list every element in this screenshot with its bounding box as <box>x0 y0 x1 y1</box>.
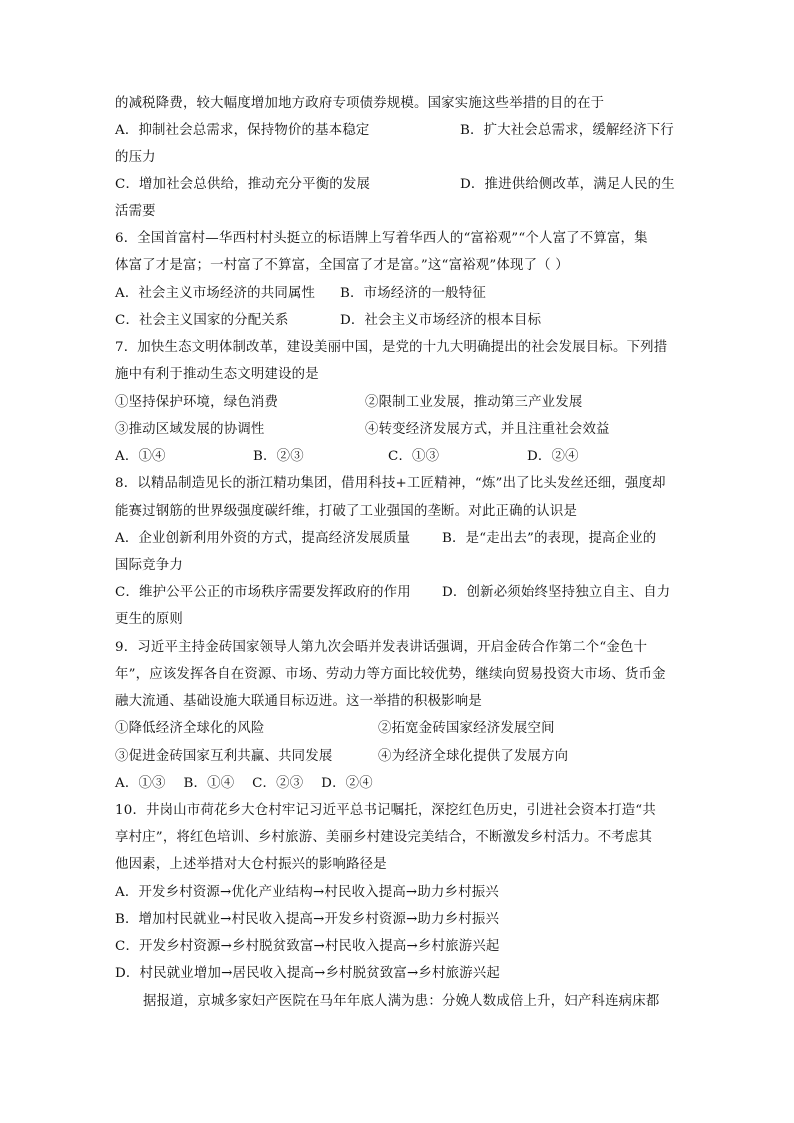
q9-stem-line3: 融大流通、基础设施大联通目标迈进。这一举措的积极影响是 <box>115 694 482 709</box>
q10-option-d: D．村民就业增加→居民收入提高→乡村脱贫致富→乡村旅游兴起 <box>115 966 500 981</box>
q6-option-b: B．市场经济的一般特征 <box>340 286 486 301</box>
q7-stem-line2: 施中有利于推动生态文明建设的是 <box>115 367 319 382</box>
q9-options: A．①③ B．①④ C．②③ D．②④ <box>115 776 373 791</box>
q6-option-d: D．社会主义市场经济的根本目标 <box>340 313 542 328</box>
q7-item-4: ④转变经济发展方式，并且注重社会效益 <box>365 422 610 437</box>
q7-option-b: B．②③ <box>253 449 304 464</box>
q5-option-b-cont: 的压力 <box>115 150 156 165</box>
q9-item-1: ①降低经济全球化的风险 <box>115 721 265 736</box>
q9-item-4: ④为经济全球化提供了发展方向 <box>378 749 569 764</box>
q8-option-b: B．是“走出去”的表现，提高企业的 <box>442 531 657 546</box>
q6-option-c: C．社会主义国家的分配关系 <box>115 313 289 328</box>
q5-option-b: B．扩大社会总需求，缓解经济下行 <box>460 123 674 138</box>
q8-option-d: D．创新必须始终坚持独立自主、自力 <box>442 585 671 600</box>
q7-item-2: ②限制工业发展，推动第三产业发展 <box>365 395 583 410</box>
q7-item-3: ③推动区域发展的协调性 <box>115 422 265 437</box>
q5-option-a: A．抑制社会总需求，保持物价的基本稳定 <box>115 123 370 138</box>
q8-option-b-cont: 国际竞争力 <box>115 558 183 573</box>
q10-stem-line3: 他因素，上述举措对大仓村振兴的影响路径是 <box>115 857 387 872</box>
q9-stem-line2: 年”，应该发挥各自在资源、市场、劳动力等方面比较优势，继续向贸易投资大市场、货币金 <box>115 667 666 682</box>
q9-item-3: ③促进金砖国家互利共赢、共同发展 <box>115 749 333 764</box>
q8-option-a: A．企业创新利用外资的方式，提高经济发展质量 <box>115 531 411 546</box>
q5-option-d: D．推进供给侧改革，满足人民的生 <box>460 177 675 192</box>
q6-option-a: A．社会主义市场经济的共同属性 <box>115 286 316 301</box>
q8-option-c: C．维护公平公正的市场秩序需要发挥政府的作用 <box>115 585 411 600</box>
q8-stem-line1: 8．以精品制造见长的浙江精功集团，借用科技+工匠精神，“炼”出了比头发丝还细，强度却 <box>115 476 666 491</box>
q6-stem-line2: 体富了才是富；一村富了不算富，全国富了才是富。”这“富裕观”体现了（ ） <box>115 258 569 273</box>
q7-stem-line1: 7．加快生态文明体制改革，建设美丽中国，是党的十九大明确提出的社会发展目标。下列措 <box>115 340 668 355</box>
q10-stem-line2: 享村庄”，将红色培训、乡村旅游、美丽乡村建设完美结合，不断激发乡村活力。不考虑其 <box>115 830 653 845</box>
q7-option-a: A．①④ <box>115 449 166 464</box>
q6-stem-line1: 6．全国首富村—华西村村头挺立的标语牌上写着华西人的“富裕观”“个人富了不算富，集 <box>115 231 648 246</box>
q10-option-c: C．开发乡村资源→乡村脱贫致富→村民收入提高→乡村旅游兴起 <box>115 939 500 954</box>
next-material-paragraph: 据报道，京城多家妇产医院在马年年底人满为患：分娩人数成倍上升，妇产科连病床都 <box>143 994 660 1009</box>
q7-option-c: C．①③ <box>388 449 440 464</box>
q10-option-a: A．开发乡村资源→优化产业结构→村民收入提高→助力乡村振兴 <box>115 885 499 900</box>
q7-item-1: ①坚持保护环境，绿色消费 <box>115 395 279 410</box>
q7-option-d: D．②④ <box>527 449 579 464</box>
q5-stem-tail: 的减税降费，较大幅度增加地方政府专项债券规模。国家实施这些举措的目的在于 <box>115 96 605 111</box>
q10-option-b: B．增加村民就业→村民收入提高→开发乡村资源→助力乡村振兴 <box>115 912 500 927</box>
q9-item-2: ②拓宽金砖国家经济发展空间 <box>378 721 555 736</box>
q9-stem-line1: 9．习近平主持金砖国家领导人第九次会晤并发表讲话强调，开启金砖合作第二个“金色十 <box>115 640 648 655</box>
q5-option-d-cont: 活需要 <box>115 204 156 219</box>
q10-stem-line1: 10．井岗山市荷花乡大仓村牢记习近平总书记嘱托，深挖红色历史，引进社会资本打造“共 <box>115 803 656 818</box>
q5-option-c: C．增加社会总供给，推动充分平衡的发展 <box>115 177 371 192</box>
q8-option-d-cont: 更生的原则 <box>115 612 183 627</box>
q8-stem-line2: 能赛过钢筋的世界级强度碳纤维，打破了工业强国的垄断。对此正确的认识是 <box>115 504 578 519</box>
